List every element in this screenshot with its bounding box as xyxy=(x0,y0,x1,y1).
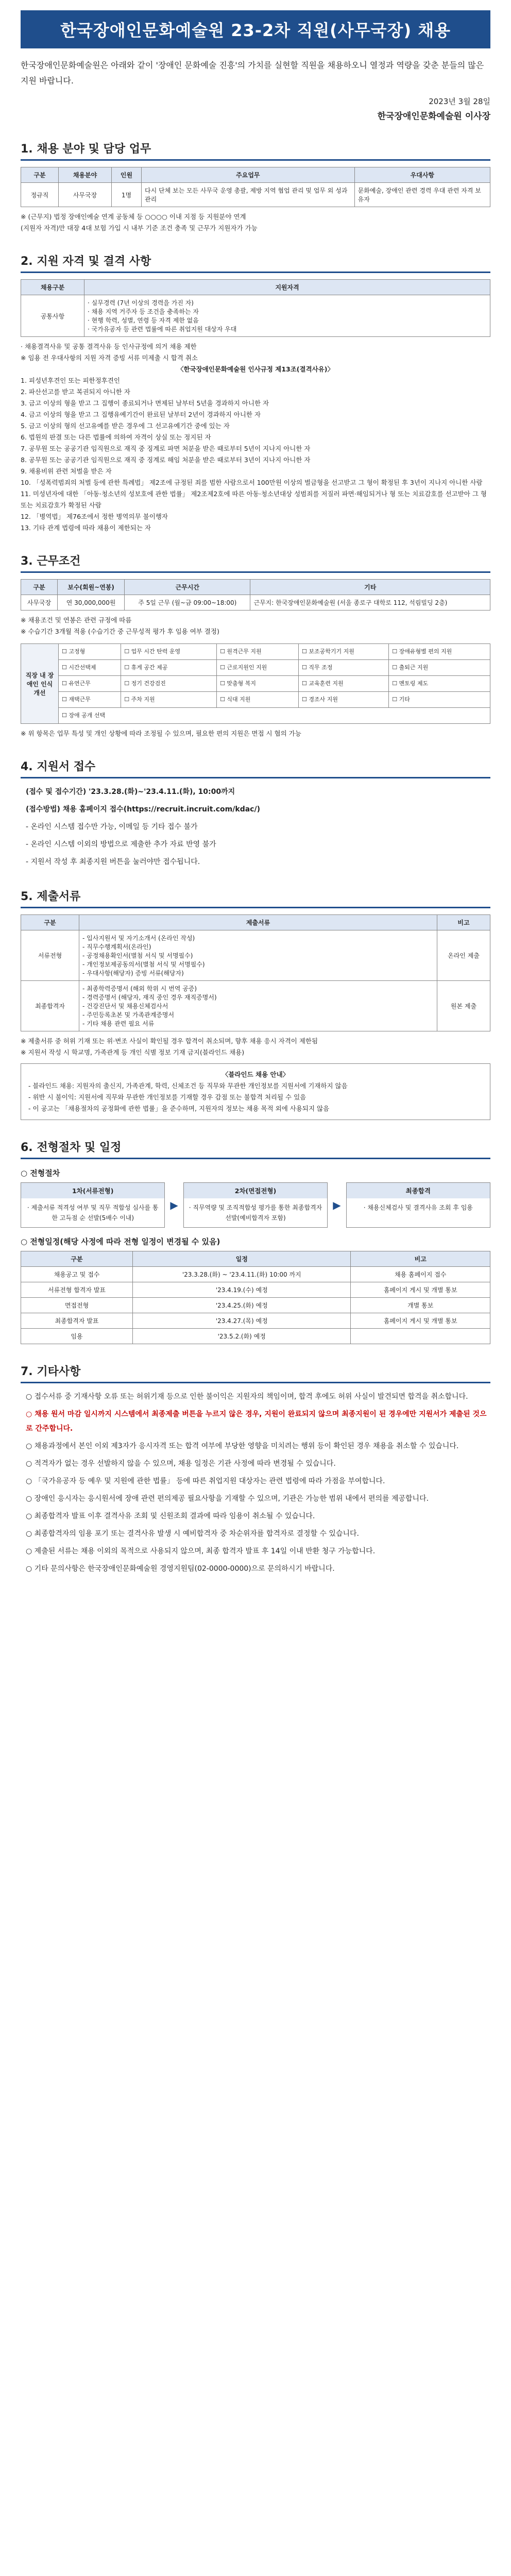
table-row xyxy=(21,708,490,724)
section-application xyxy=(21,758,490,869)
note-line: 6. 법원의 판결 또는 다른 법률에 의하여 자격이 상실 또는 정지된 자 xyxy=(21,433,211,441)
table-row xyxy=(21,1267,490,1282)
process-step xyxy=(346,1182,490,1228)
qualification-table xyxy=(21,279,490,337)
checklist-text: 근로지원인 지원 xyxy=(227,664,267,671)
table-cell: 최종합격자 발표 xyxy=(21,1313,133,1329)
table-row xyxy=(21,1282,490,1298)
checkbox-icon: ☐ xyxy=(302,680,309,687)
checkbox-icon: ☐ xyxy=(62,696,69,703)
checklist-text: 원격근무 지원 xyxy=(227,648,262,655)
list-item: - 기타 채용 관련 필요 서류 xyxy=(82,1020,155,1027)
checklist-text: 장애유형별 편의 지원 xyxy=(399,648,452,655)
checklist-text: 장애 공개 선택 xyxy=(69,712,106,719)
table-cell: 홈페이지 게시 및 개별 통보 xyxy=(351,1313,490,1329)
checklist-text: 기타 xyxy=(399,696,410,703)
table-cell: 근무지: 한국장애인문화예술원 (서울 종로구 대학로 112, 석림빌딩 2층) xyxy=(250,595,490,611)
note-line: 11. 미성년자에 대한 「아동·청소년의 성보호에 관한 법률」 제2조제2호에 따른 아동·청소년대상 성범죄를 저질러 파면·해임되거나 형 또는 치료감호를 선고받아 그 형 또는 치료감호가 확정된 사람 xyxy=(21,490,487,509)
table-row xyxy=(21,1298,490,1313)
checklist-cell xyxy=(217,676,299,692)
checkbox-icon: ☐ xyxy=(220,696,227,703)
note-line: 10. 「성폭력범죄의 처벌 등에 관한 특례법」 제2조에 규정된 죄를 범한 사람으로서 100만원 이상의 벌금형을 선고받고 그 형이 확정된 후 3년이 지나지 아니한 사람 xyxy=(21,479,483,486)
table-header: 근무시간 xyxy=(125,580,250,595)
note-line: 4. 금고 이상의 형을 받고 그 집행유예기간이 완료된 날부터 2년이 경과하지 아니한 자 xyxy=(21,411,261,418)
disqualification-notes xyxy=(21,341,490,534)
accommodation-checklist xyxy=(21,643,490,724)
job-field-table xyxy=(21,167,490,207)
application-note: - 지원서 작성 후 최종지원 버튼을 눌러야만 접수됩니다. xyxy=(26,858,200,866)
section-misc xyxy=(21,1363,490,1576)
box-item: - 이 공고는 「채용절차의 공정화에 관한 법률」을 준수하며, 지원자의 정보는 채용 목적 외에 사용되지 않음 xyxy=(28,1105,330,1112)
table-row xyxy=(21,1329,490,1344)
list-item: · 현행 학력, 성별, 연령 등 자격 제한 없음 xyxy=(88,317,199,324)
note-line: ※ 지원서 작성 시 학교명, 가족관계 등 개인 식별 정보 기재 금지(블라인드 채용) xyxy=(21,1048,245,1056)
checkbox-icon: ☐ xyxy=(302,696,309,703)
list-item: - 직무수행계획서(온라인) xyxy=(82,943,151,951)
intro-text: 한국장애인문화예술원은 아래와 같이 '장애인 문화예술 진흥'의 가치를 실현할 직원을 채용하오니 열정과 역량을 갖춘 분들의 많은 지원 바랍니다. xyxy=(21,60,484,86)
table-header: 일정 xyxy=(133,1251,351,1267)
checklist-cell xyxy=(121,644,217,660)
arrow-right-icon: ▶ xyxy=(333,1199,341,1211)
table-cell: 채용공고 및 접수 xyxy=(21,1267,133,1282)
table-row xyxy=(21,183,490,207)
note-line: 〈한국장애인문화예술원 인사규정 제13조(결격사유)〉 xyxy=(177,365,334,373)
page-title: 한국장애인문화예술원 23-2차 직원(사무국장) 채용 xyxy=(21,10,490,48)
box-title: 〈블라인드 채용 안내〉 xyxy=(222,1071,289,1078)
section-qualifications xyxy=(21,252,490,534)
organization-name: 한국장애인문화예술원 이사장 xyxy=(377,111,490,122)
table-cell: 문화예술, 장애인 관련 경력 우대 관련 자격 보유자 xyxy=(354,183,490,207)
misc-item: ○ 채용과정에서 본인 이외 제3자가 응시자격 또는 합격 여부에 부당한 영향을 미치려는 행위 등이 확인된 경우 채용을 취소할 수 있습니다. xyxy=(26,1442,459,1450)
table-cell: 다시 단체 보는 모든 사무국 운영 총괄, 제방 지역 협업 관리 및 업무 외 성과 관리 xyxy=(142,183,355,207)
checklist-cell xyxy=(299,692,389,708)
table-cell: 채용 홈페이지 접수 xyxy=(351,1267,490,1282)
application-note: - 온라인 시스템 이외의 방법으로 제출한 추가 자료 반영 불가 xyxy=(26,840,216,849)
checklist-text: 업무 시간 탄력 운영 xyxy=(131,648,181,655)
table-header: 구분 xyxy=(21,580,58,595)
note-line: · 채용결격사유 및 공통 결격사유 등 인사규정에 의거 채용 제한 xyxy=(21,343,197,350)
table-cell: 사무국장 xyxy=(21,595,58,611)
table-cell: 최종합격자 xyxy=(21,981,79,1031)
checkbox-icon: ☐ xyxy=(62,648,69,655)
checkbox-icon: ☐ xyxy=(392,696,399,703)
table-header: 구분 xyxy=(21,915,79,930)
box-item: - 위반 시 불이익: 지원서에 직무와 무관한 개인정보를 기재할 경우 감점 또는 불합격 처리될 수 있음 xyxy=(28,1093,306,1101)
checkbox-icon: ☐ xyxy=(62,664,69,671)
list-item: - 경력증명서 (해당자, 재직 중인 경우 재직증명서) xyxy=(82,994,217,1001)
table-header: 비고 xyxy=(351,1251,490,1267)
table-cell: '23.4.27.(목) 예정 xyxy=(133,1313,351,1329)
section-work-conditions xyxy=(21,552,490,739)
checkbox-icon: ☐ xyxy=(62,680,69,687)
table-cell xyxy=(79,981,437,1031)
work-condition-table xyxy=(21,579,490,611)
application-method: (접수방법) 채용 홈페이지 접수(https://recruit.incruit.com/kdac/) xyxy=(26,805,260,814)
table-header: 구분 xyxy=(21,167,59,183)
section-notes xyxy=(21,211,490,234)
table-cell: 개별 통보 xyxy=(351,1298,490,1313)
checklist-text: 고정형 xyxy=(69,648,86,655)
checklist-text: 정기 건강검진 xyxy=(131,680,166,687)
list-item: · 실무경력 (7년 이상의 경력을 가진 자) xyxy=(88,299,194,307)
box-item: - 블라인드 채용: 지원자의 출신지, 가족관계, 학력, 신체조건 등 직무와 무관한 개인정보를 지원서에 기재하지 않음 xyxy=(28,1082,348,1090)
table-cell: '23.4.19.(수) 예정 xyxy=(133,1282,351,1298)
checklist-cell xyxy=(217,692,299,708)
step-body: · 채용신체검사 및 결격사유 조회 후 임용 xyxy=(363,1204,473,1211)
list-item: - 개인정보제공동의서(별첨 서식 및 서명필수) xyxy=(82,961,205,968)
checklist-cell xyxy=(389,644,490,660)
table-cell: '23.4.25.(화) 예정 xyxy=(133,1298,351,1313)
checklist-cell xyxy=(59,692,121,708)
checkbox-icon: ☐ xyxy=(62,712,69,719)
section-heading: 5. 제출서류 xyxy=(21,888,490,908)
table-header: 기타 xyxy=(250,580,490,595)
application-note: - 온라인 시스템 접수만 가능, 이메일 등 기타 접수 불가 xyxy=(26,823,198,831)
checklist-footnote: ※ 위 항목은 업무 특성 및 개인 상황에 따라 조정될 수 있으며, 필요한 편의 지원은 면접 시 협의 가능 xyxy=(21,730,301,737)
checklist-text: 시간선택제 xyxy=(69,664,96,671)
note-line: 13. 기타 관계 법령에 따라 채용이 제한되는 자 xyxy=(21,524,151,532)
section-notes xyxy=(21,615,490,637)
checklist-text: 식대 지원 xyxy=(227,696,251,703)
section-heading: 1. 채용 분야 및 담당 업무 xyxy=(21,140,490,161)
table-row xyxy=(21,981,490,1031)
checkbox-icon: ☐ xyxy=(302,648,309,655)
checklist-cell xyxy=(59,660,121,676)
misc-item: ○ 적격자가 없는 경우 선발하지 않을 수 있으며, 채용 일정은 기관 사정에 따라 변경될 수 있습니다. xyxy=(26,1460,336,1468)
checklist-text: 보조공학기기 지원 xyxy=(309,648,354,655)
checklist-cell xyxy=(121,692,217,708)
checklist-cell xyxy=(217,644,299,660)
checklist-text: 멘토링 제도 xyxy=(399,680,429,687)
table-cell: 홈페이지 게시 및 개별 통보 xyxy=(351,1282,490,1298)
list-item: - 입사지원서 및 자기소개서 (온라인 작성) xyxy=(82,935,195,942)
table-row xyxy=(21,660,490,676)
checklist-text: 맞춤형 복지 xyxy=(227,680,257,687)
note-line: ※ (근무지) 법정 장애인예술 연계 공동체 등 ○○○○ 이내 지점 등 지원분야 연계 xyxy=(21,213,246,221)
checklist-text: 교육훈련 지원 xyxy=(309,680,344,687)
table-cell: 사무국장 xyxy=(59,183,112,207)
misc-item: ○ 최종합격자의 임용 포기 또는 결격사유 발생 시 예비합격자 중 차순위자를 합격자로 결정할 수 있습니다. xyxy=(26,1530,359,1538)
checkbox-icon: ☐ xyxy=(124,648,131,655)
list-item: - 건강진단서 및 채용신체검사서 xyxy=(82,1003,168,1010)
note-line: 9. 채용비위 관련 처벌을 받은 자 xyxy=(21,467,112,475)
table-cell: 연 30,000,000원 xyxy=(58,595,125,611)
section-heading: 2. 지원 자격 및 결격 사항 xyxy=(21,252,490,273)
step-title: 2차(면접전형) xyxy=(184,1183,327,1198)
misc-item: ○ 접수서류 중 기재사항 오류 또는 허위기재 등으로 인한 불이익은 지원자의 책임이며, 합격 후에도 허위 사실이 발견되면 합격을 취소합니다. xyxy=(26,1393,468,1401)
checklist-cell xyxy=(389,676,490,692)
process-steps xyxy=(21,1182,490,1228)
table-row xyxy=(21,676,490,692)
note-line: 2. 파산선고를 받고 복권되지 아니한 자 xyxy=(21,388,130,396)
checklist-text: 경조사 지원 xyxy=(309,696,338,703)
note-line: 3. 금고 이상의 형을 받고 그 집행이 종료되거나 면제된 날부터 5년을 경과하지 아니한 자 xyxy=(21,399,269,407)
misc-list xyxy=(21,1389,490,1576)
checklist-cell xyxy=(389,692,490,708)
checklist-text: 재택근무 xyxy=(69,696,91,703)
note-line: 5. 금고 이상의 형의 선고유예를 받은 경우에 그 선고유예기간 중에 있는 자 xyxy=(21,422,230,430)
checkbox-icon: ☐ xyxy=(392,680,399,687)
step-title: 1차(서류전형) xyxy=(21,1183,164,1198)
table-cell: 공통사항 xyxy=(21,295,84,337)
table-cell: '23.5.2.(화) 예정 xyxy=(133,1329,351,1344)
table-row xyxy=(21,692,490,708)
subsection-heading: ○ 전형절차 xyxy=(21,1168,60,1178)
note-line: 7. 공무원 또는 공공기관 임직원으로 재직 중 징계로 파면 처분을 받은 때로부터 5년이 지나지 아니한 자 xyxy=(21,445,311,452)
note-line: ※ 수습기간 3개월 적용 (수습기간 중 근무성적 평가 후 임용 여부 결정) xyxy=(21,628,219,635)
table-cell: 면접전형 xyxy=(21,1298,133,1313)
table-header: 인원 xyxy=(112,167,142,183)
checklist-text: 휴게 공간 제공 xyxy=(131,664,168,671)
checklist-cell xyxy=(59,644,121,660)
checkbox-icon: ☐ xyxy=(302,664,309,671)
note-line: 8. 공무원 또는 공공기관 임직원으로 재직 중 징계로 해임 처분을 받은 때로부터 3년이 지나지 아니한 자 xyxy=(21,456,311,464)
list-item: - 최종학력증명서 (해외 학위 시 번역 공증) xyxy=(82,985,197,992)
table-cell: 원본 제출 xyxy=(437,981,490,1031)
step-body: · 제출서류 적격성 여부 및 직무 적합성 심사를 통한 고득점 순 선발(5배수 이내) xyxy=(27,1204,159,1222)
table-row xyxy=(21,930,490,981)
note-line: ※ 채용조건 및 연봉은 관련 규정에 따름 xyxy=(21,616,132,624)
checkbox-icon: ☐ xyxy=(124,664,131,671)
schedule-table xyxy=(21,1251,490,1344)
table-cell: 서류전형 합격자 발표 xyxy=(21,1282,133,1298)
checklist-cell xyxy=(299,660,389,676)
section-heading: 4. 지원서 접수 xyxy=(21,758,490,778)
checkbox-icon: ☐ xyxy=(220,680,227,687)
misc-item: ○ 최종합격자 발표 이후 결격사유 조회 및 신원조회 결과에 따라 임용이 취소될 수 있습니다. xyxy=(26,1512,315,1520)
checklist-cell xyxy=(59,708,490,724)
section-job-field xyxy=(21,140,490,234)
checkbox-icon: ☐ xyxy=(392,664,399,671)
checklist-cell xyxy=(217,660,299,676)
note-line: 12. 「병역법」 제76조에서 정한 병역의무 불이행자 xyxy=(21,513,168,520)
table-cell xyxy=(351,1329,490,1344)
misc-item: ○ 채용 원서 마감 일시까지 시스템에서 최종제출 버튼을 누르지 않은 경우, 지원이 완료되지 않으며 최종지원이 된 경우에만 지원서가 제출된 것으로 간주합니다. xyxy=(26,1410,487,1433)
table-header: 채용구분 xyxy=(21,280,84,295)
table-header: 채용분야 xyxy=(59,167,112,183)
misc-item: ○ 제출된 서류는 채용 이외의 목적으로 사용되지 않으며, 최종 합격자 발표 후 14일 이내 반환 청구 가능합니다. xyxy=(26,1547,376,1555)
table-header: 비고 xyxy=(437,915,490,930)
table-cell xyxy=(79,930,437,981)
checkbox-icon: ☐ xyxy=(124,696,131,703)
checklist-cell xyxy=(299,644,389,660)
table-row xyxy=(21,1313,490,1329)
section-documents xyxy=(21,888,490,1120)
step-title: 최종합격 xyxy=(347,1183,490,1198)
table-header: 지원자격 xyxy=(84,280,490,295)
note-line: ※ 임용 전 우대사항의 지원 자격 증빙 서류 미제출 시 합격 취소 xyxy=(21,354,198,362)
subsection-heading: ○ 전형일정(해당 사정에 따라 전형 일정이 변경될 수 있음) xyxy=(21,1237,220,1246)
table-cell: 정규직 xyxy=(21,183,59,207)
announcement-date: 2023년 3월 28일 xyxy=(429,97,490,106)
arrow-right-icon: ▶ xyxy=(170,1199,178,1211)
section-heading: 6. 전형절차 및 일정 xyxy=(21,1139,490,1159)
checkbox-icon: ☐ xyxy=(392,648,399,655)
list-item: - 공정채용확인서(별첨 서식 및 서명필수) xyxy=(82,952,193,959)
blind-hiring-box xyxy=(21,1063,490,1120)
section-heading: 7. 기타사항 xyxy=(21,1363,490,1383)
checkbox-icon: ☐ xyxy=(124,680,131,687)
checklist-text: 주차 지원 xyxy=(131,696,155,703)
checklist-text: 유연근무 xyxy=(69,680,91,687)
list-item: - 우대사항(해당자) 증빙 서류(해당자) xyxy=(82,970,184,977)
table-row xyxy=(21,295,490,337)
table-row xyxy=(21,595,490,611)
checkbox-icon: ☐ xyxy=(220,664,227,671)
checklist-label: 직장 내 장애인 인식개선 xyxy=(21,644,59,724)
list-item: - 주민등록초본 및 가족관계증명서 xyxy=(82,1011,175,1019)
table-cell: 주 5일 근무 (월~금 09:00~18:00) xyxy=(125,595,250,611)
list-item: · 채용 지역 거주자 등 조건을 충족하는 자 xyxy=(88,308,199,315)
note-line: (지원자 자격)만 대장 4대 보험 가입 시 내부 기준 조건 충족 및 근무가 지원자가 가능 xyxy=(21,224,258,232)
checklist-text: 직무 조정 xyxy=(309,664,333,671)
table-header: 제출서류 xyxy=(79,915,437,930)
table-header: 구분 xyxy=(21,1251,133,1267)
process-step xyxy=(183,1182,328,1228)
table-cell: 온라인 제출 xyxy=(437,930,490,981)
checklist-text: 출퇴근 지원 xyxy=(399,664,429,671)
step-body: · 직무역량 및 조직적합성 평가를 통한 최종합격자 선발(예비합격자 포함) xyxy=(189,1204,322,1222)
table-header: 보수(회원~연봉) xyxy=(58,580,125,595)
list-item: · 국가유공자 등 관련 법률에 따른 취업지원 대상자 우대 xyxy=(88,326,237,333)
documents-table xyxy=(21,914,490,1031)
section-notes xyxy=(21,1036,490,1058)
checklist-cell xyxy=(389,660,490,676)
checklist-cell xyxy=(59,676,121,692)
table-cell: 임용 xyxy=(21,1329,133,1344)
table-cell xyxy=(84,295,490,337)
table-cell: 1명 xyxy=(112,183,142,207)
application-period: (접수 및 접수기간) '23.3.28.(화)~'23.4.11.(화), 10:00까지 xyxy=(26,788,235,796)
note-line: ※ 제출서류 중 허위 기재 또는 위·변조 사실이 확인될 경우 합격이 취소되며, 향후 채용 응시 자격이 제한됨 xyxy=(21,1037,318,1045)
checklist-cell xyxy=(299,676,389,692)
table-header: 주요업무 xyxy=(142,167,355,183)
section-heading: 3. 근무조건 xyxy=(21,552,490,573)
note-line: 1. 피성년후견인 또는 피한정후견인 xyxy=(21,377,120,384)
table-header: 우대사항 xyxy=(354,167,490,183)
misc-item: ○ 「국가유공자 등 예우 및 지원에 관한 법률」 등에 따른 취업지원 대상자는 관련 법령에 따라 가점을 부여합니다. xyxy=(26,1477,385,1485)
checklist-cell xyxy=(121,660,217,676)
table-row xyxy=(21,644,490,660)
table-cell: '23.3.28.(화) ~ '23.4.11.(화) 10:00 까지 xyxy=(133,1267,351,1282)
section-process xyxy=(21,1139,490,1344)
misc-item: ○ 장애인 응시자는 응시원서에 장애 관련 편의제공 필요사항을 기재할 수 있으며, 기관은 가능한 범위 내에서 편의를 제공합니다. xyxy=(26,1495,429,1503)
process-step xyxy=(21,1182,165,1228)
checkbox-icon: ☐ xyxy=(220,648,227,655)
misc-item: ○ 기타 문의사항은 한국장애인문화예술원 경영지원팀(02-0000-0000)으로 문의하시기 바랍니다. xyxy=(26,1565,335,1573)
checklist-cell xyxy=(121,676,217,692)
table-cell: 서류전형 xyxy=(21,930,79,981)
